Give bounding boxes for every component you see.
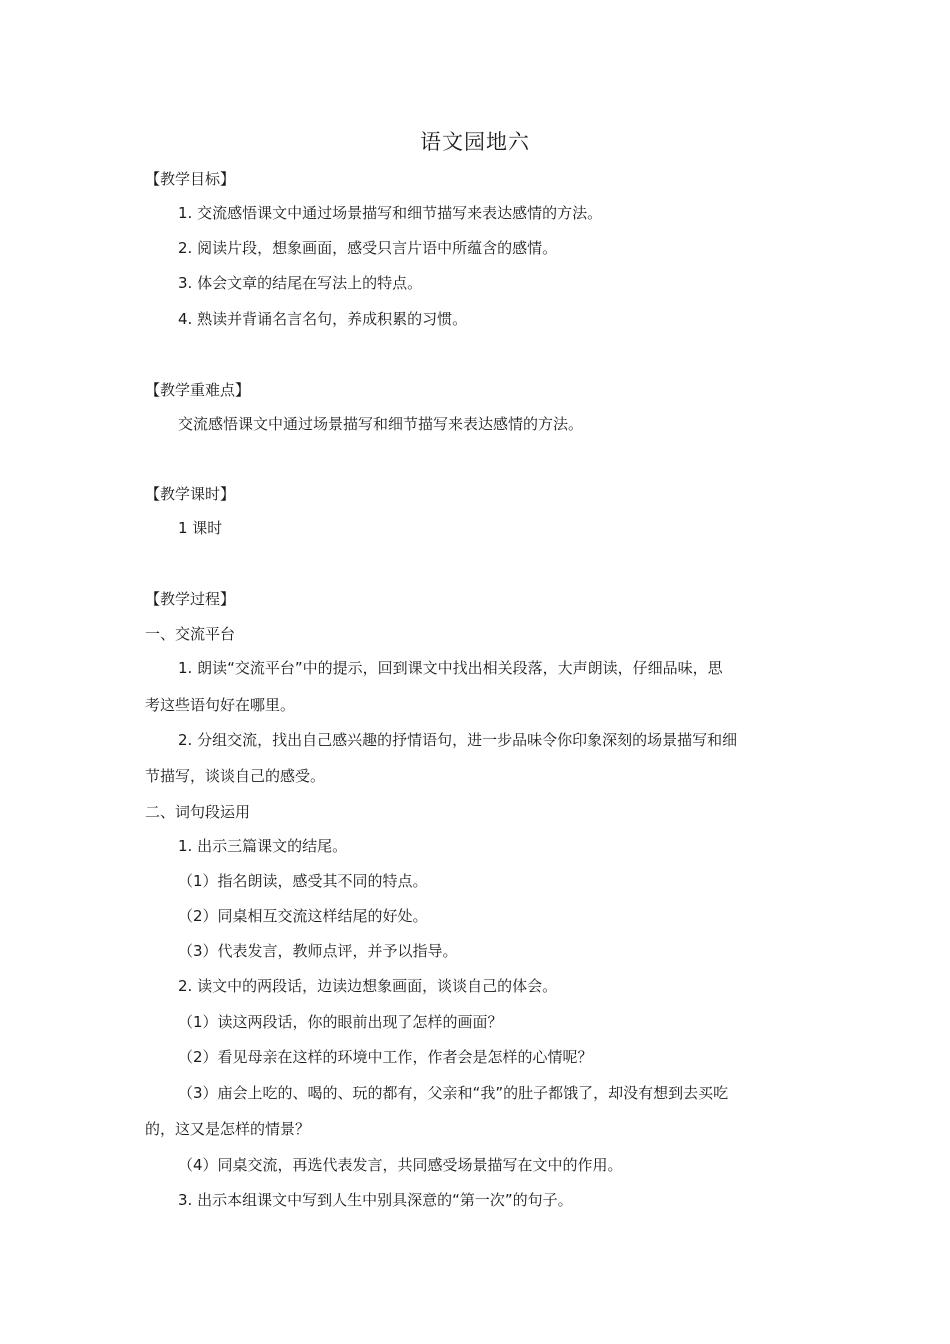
goal-item: 2. 阅读片段，想象画面，感受只言片语中所蕴含的感情。 (178, 239, 558, 257)
page-title: 语文园地六 (420, 130, 530, 154)
sub-item: （4）同桌交流，再选代表发言，共同感受场景描写在文中的作用。 (178, 1156, 623, 1174)
sub-item: （2）看见母亲在这样的环境中工作，作者会是怎样的心情呢？ (178, 1048, 593, 1066)
section-2-title: 二、词句段运用 (145, 803, 251, 821)
goal-item: 4. 熟读并背诵名言名句，养成积累的习惯。 (178, 310, 468, 328)
key-points-text: 交流感悟课文中通过场景描写和细节描写来表达感情的方法。 (178, 415, 584, 433)
key-points-heading: 【教学重难点】 (145, 381, 251, 399)
sub-item: （1）读这两段话，你的眼前出现了怎样的画面？ (178, 1013, 503, 1031)
sub-item: （1）指名朗读，感受其不同的特点。 (178, 872, 428, 890)
list-item: 2. 读文中的两段话，边读边想象画面，谈谈自己的体会。 (178, 977, 558, 995)
paragraph-line: （3）庙会上吃的、喝的、玩的都有，父亲和“我”的肚子都饿了，却没有想到去买吃 (178, 1084, 729, 1102)
goal-item: 1. 交流感悟课文中通过场景描写和细节描写来表达感情的方法。 (178, 204, 603, 222)
sub-item: （3）代表发言，教师点评，并予以指导。 (178, 942, 458, 960)
paragraph-line: 考这些语句好在哪里。 (145, 696, 296, 714)
process-heading: 【教学过程】 (145, 590, 236, 608)
list-item: 1. 出示三篇课文的结尾。 (178, 837, 348, 855)
sub-item: （2）同桌相互交流这样结尾的好处。 (178, 907, 428, 925)
goals-heading: 【教学目标】 (145, 170, 236, 188)
section-1-title: 一、交流平台 (145, 625, 236, 643)
list-item: 3. 出示本组课文中写到人生中别具深意的“第一次”的句子。 (178, 1191, 573, 1209)
class-hours-heading: 【教学课时】 (145, 485, 236, 503)
class-hours-text: 1 课时 (178, 519, 223, 537)
paragraph-line: 1. 朗读“交流平台”中的提示，回到课文中找出相关段落，大声朗读，仔细品味，思 (178, 659, 723, 677)
paragraph-line: 节描写，谈谈自己的感受。 (145, 767, 326, 785)
goal-item: 3. 体会文章的结尾在写法上的特点。 (178, 274, 423, 292)
paragraph-line: 2. 分组交流，找出自己感兴趣的抒情语句，进一步品味令你印象深刻的场景描写和细 (178, 731, 738, 749)
paragraph-line: 的，这又是怎样的情景？ (145, 1120, 311, 1138)
